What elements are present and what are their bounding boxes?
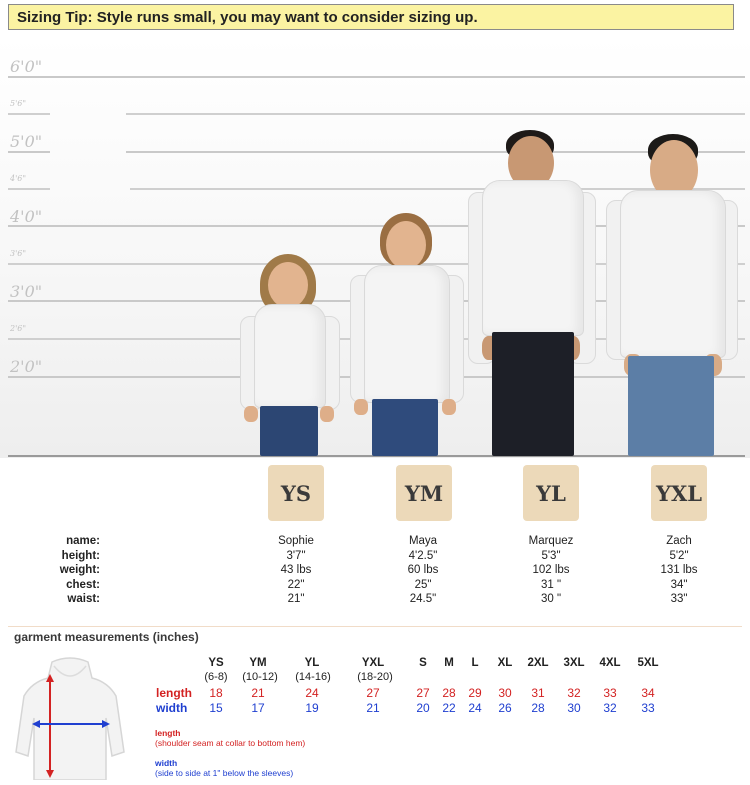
height-label-2ft: 2'0" bbox=[10, 357, 43, 376]
kid-chest: 34" bbox=[670, 578, 688, 591]
height-line-6ft bbox=[8, 76, 745, 78]
length-2xl: 31 bbox=[531, 686, 545, 700]
kid-waist: 21" bbox=[287, 593, 305, 605]
sizing-tip-banner: Sizing Tip: Style runs small, you may want to consider sizing up. bbox=[8, 4, 734, 30]
length-5xl: 34 bbox=[641, 686, 655, 700]
note-width bbox=[155, 758, 293, 778]
garment-range-yl: (14-16) bbox=[295, 671, 331, 683]
kid-waist: 30 " bbox=[540, 593, 562, 605]
stats-marquez bbox=[496, 534, 606, 607]
hoodie-outline-icon bbox=[14, 656, 126, 780]
height-line-5ft6 bbox=[126, 113, 745, 115]
stats-maya bbox=[368, 534, 478, 607]
kid-name: Maya bbox=[408, 535, 438, 547]
width-4xl: 32 bbox=[603, 701, 617, 715]
garment-size-ym: YM bbox=[249, 657, 267, 669]
garment-size-ys: YS bbox=[208, 657, 224, 669]
kid-waist: 33" bbox=[670, 593, 688, 605]
kid-waist: 24.5" bbox=[409, 593, 437, 605]
garment-range-ys: (6-8) bbox=[204, 671, 228, 683]
kid-weight: 131 lbs bbox=[660, 564, 698, 576]
height-label-2ft6: 2'6" bbox=[10, 324, 27, 333]
garment-range-ym: (10-12) bbox=[242, 671, 278, 683]
height-label-6ft: 6'0" bbox=[10, 57, 43, 76]
length-ym: 21 bbox=[251, 686, 265, 700]
garment-size-xl: XL bbox=[497, 657, 513, 669]
stat-label-name: name: bbox=[66, 535, 100, 547]
stat-label-waist: waist: bbox=[67, 593, 100, 605]
note-length bbox=[155, 728, 305, 748]
length-m: 28 bbox=[442, 686, 456, 700]
garment-measurements-title: garment measurements (inches) bbox=[14, 630, 199, 644]
height-label-3ft: 3'0" bbox=[10, 282, 43, 301]
size-badge-yl: YL bbox=[523, 465, 579, 521]
kid-name: Marquez bbox=[528, 535, 574, 547]
length-yxl: 27 bbox=[366, 686, 380, 700]
height-line-4ft6-stub bbox=[8, 188, 50, 190]
kid-chest: 25" bbox=[414, 578, 432, 591]
kid-weight: 60 lbs bbox=[407, 564, 439, 576]
garment-size-yl: YL bbox=[304, 657, 320, 669]
kid-chest: 31 " bbox=[540, 578, 562, 591]
width-3xl: 30 bbox=[567, 701, 581, 715]
hoodie-measure-diagram bbox=[14, 656, 126, 780]
kid-photo-zach bbox=[604, 134, 738, 456]
garment-range-yxl: (18-20) bbox=[357, 671, 393, 683]
width-yxl: 21 bbox=[366, 701, 380, 715]
width-2xl: 28 bbox=[531, 701, 545, 715]
garment-size-5xl: 5XL bbox=[637, 657, 659, 669]
garment-size-l: L bbox=[471, 657, 479, 669]
length-ys: 18 bbox=[209, 686, 223, 700]
garment-size-4xl: 4XL bbox=[599, 657, 621, 669]
kid-chest: 22" bbox=[287, 578, 305, 591]
note-width-desc: (side to side at 1" below the sleeves) bbox=[155, 768, 294, 778]
height-line-5ft-stub bbox=[8, 151, 50, 153]
garment-size-3xl: 3XL bbox=[563, 657, 585, 669]
width-yl: 19 bbox=[305, 701, 319, 715]
length-4xl: 33 bbox=[603, 686, 617, 700]
section-divider bbox=[8, 626, 742, 627]
note-length-title: length bbox=[155, 728, 181, 738]
length-s: 27 bbox=[416, 686, 430, 700]
length-xl: 30 bbox=[498, 686, 512, 700]
kid-height: 3'7" bbox=[286, 549, 306, 562]
kid-photo-marquez bbox=[466, 130, 596, 456]
height-label-5ft: 5'0" bbox=[10, 132, 43, 151]
garment-size-m: M bbox=[444, 657, 454, 669]
width-5xl: 33 bbox=[641, 701, 655, 715]
width-m: 22 bbox=[442, 701, 456, 715]
kid-name: Zach bbox=[666, 535, 692, 547]
kid-photo-sophie bbox=[236, 252, 342, 456]
length-yl: 24 bbox=[305, 686, 319, 700]
height-label-5ft6: 5'6" bbox=[10, 99, 27, 108]
note-length-desc: (shoulder seam at collar to bottom hem) bbox=[155, 738, 306, 748]
kid-weight: 43 lbs bbox=[280, 564, 312, 576]
note-width-title: width bbox=[155, 758, 178, 768]
garment-size-s: S bbox=[419, 657, 427, 669]
stats-sophie bbox=[241, 534, 351, 607]
height-label-3ft6: 3'6" bbox=[10, 249, 27, 258]
stat-label-chest: chest: bbox=[66, 578, 100, 591]
width-ym: 17 bbox=[251, 701, 265, 715]
row-label-length: length bbox=[156, 686, 192, 700]
garment-size-yxl: YXL bbox=[361, 657, 385, 669]
stat-labels bbox=[20, 534, 100, 607]
height-label-4ft6: 4'6" bbox=[10, 174, 27, 183]
size-badge-ym: YM bbox=[396, 465, 452, 521]
kid-photo-maya bbox=[348, 213, 464, 456]
width-s: 20 bbox=[416, 701, 430, 715]
garment-size-2xl: 2XL bbox=[527, 657, 549, 669]
width-xl: 26 bbox=[498, 701, 512, 715]
row-label-width: width bbox=[156, 701, 188, 715]
height-line-5ft6-stub bbox=[8, 113, 50, 115]
kid-height: 5'2" bbox=[669, 549, 689, 562]
height-label-4ft: 4'0" bbox=[10, 207, 43, 226]
size-badge-ys: YS bbox=[268, 465, 324, 521]
stats-zach bbox=[624, 534, 734, 607]
stat-label-weight: weight: bbox=[59, 564, 100, 576]
kid-weight: 102 lbs bbox=[532, 564, 570, 576]
length-3xl: 32 bbox=[567, 686, 581, 700]
kid-name: Sophie bbox=[278, 535, 314, 547]
stat-label-height: height: bbox=[61, 549, 100, 562]
kid-height: 5'3" bbox=[541, 549, 561, 562]
width-l: 24 bbox=[468, 701, 482, 715]
kid-height: 4'2.5" bbox=[408, 549, 438, 562]
length-l: 29 bbox=[468, 686, 482, 700]
width-ys: 15 bbox=[209, 701, 223, 715]
size-badge-yxl: YXL bbox=[651, 465, 707, 521]
